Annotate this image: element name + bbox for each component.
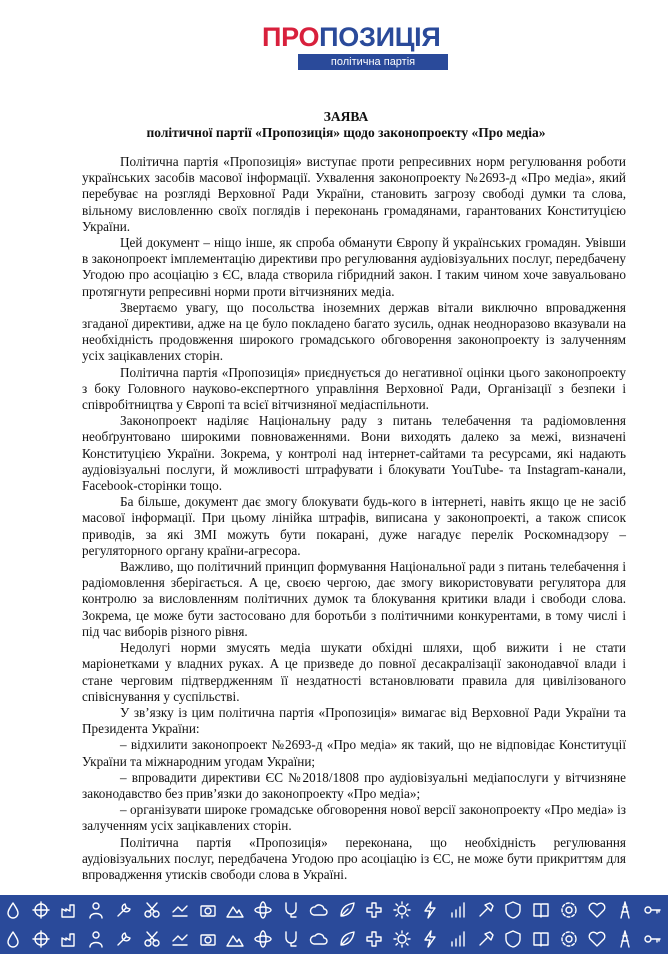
water-drop-icon [0,897,26,923]
document-subtitle: політичної партії «Пропозиція» щодо законопроекту «Про медіа» [146,125,546,140]
paragraph-3: Звертаємо увагу, що посольства іноземних держав вітали виключно впровадження згаданої директиви, адже на це було покладено багато зусиль, однак неодноразово вказували на необхідність продовження широкого громадського обговорення законопроекту із залученням усіх зацікавлених сторін. [82,299,626,364]
signal-icon [445,897,471,923]
paragraph-6: Ба більше, документ дає змогу блокувати будь-кого в інтернеті, навіть якщо це не засіб масової інформації. При цьому лінійка штрафів, виписана у законопроекті, а також список приводів, за які ЗМІ можуть бути покарані, дуже нагадує перелік Роскомнадзору – регуляторного органу країни-агресора. [82,494,626,558]
demand-item-2: – впровадити директиви ЄС №2018/1808 про аудіовізуальні медіапослуги у вітчизняне законодавство без прив’язки до законопроекту «Про медіа»; [82,769,626,801]
truck-icon [361,926,387,952]
paragraph-1: Політична партія «Пропозиція» виступає проти репресивних норм регулювання роботи українських засобів масової інформації. Ухвалення законопроекту №2693-д «Про медіа», який перебуває на розгляді Верховної Ради України, становить загрозу свободі думки та слова, вільному висловленню своїх поглядів і переконань громадянами, гарантованих Конституцією України. [82,154,626,234]
bolt-icon [473,926,499,952]
plane-icon [334,926,360,952]
people-icon [500,926,526,952]
camera-icon [195,897,221,923]
flag-icon [584,926,610,952]
footer-icon-row [0,926,668,952]
leaf-icon [334,897,360,923]
paragraph-4: Політична партія «Пропозиція» приєднується до негативної оцінки цього законопроекту з боку Головного науково-експертного управління Верховної Ради, Організації з безпеки і співробітництва у Європі та всієї вітчизняної медіаспільноти. [82,364,626,413]
paragraph-5: Законопроект наділяє Національну раду з питань телебачення та радіомовлення необґрунтовано широкими повноваженнями. Вони виходять далеко за межі, визначені Конституцією України. Зокрема, у контролі над інтернет-сайтами та ресурсами, які надають аудіовізуальні послуги, й можливості штрафувати і блокувати YouTube- та Instagram-канали, Facebook-сторінки тощо. [82,413,626,494]
logo-wordmark-blue: ПОЗИЦІЯ [319,22,441,52]
scissors-icon [139,897,165,923]
pill-icon [250,926,276,952]
mountain-icon [222,897,248,923]
demand-item-1: – відхилити законопроект №2693-д «Про медіа» як такий, що не відповідає Конституції України та міжнародним угодам України; [82,737,626,769]
paragraph-2: Цей документ – ніщо інше, як спроба обманути Європу й українських громадян. Увівши в законопроект імплементацію директиви про регулювання аудіовізуальних послуг, передбачену Угодою про асоціацію з ЄС, влада створила гібридний закон. І таким чином хоче завуальовано протягнути репресивні норми проти вітчизняних медіа. [82,235,626,299]
globe-icon [612,926,638,952]
paragraph-7: Важливо, що політичний принцип формування Національної ради з питань телебачення і радіомовлення зберігається. А це, своєю чергою, дає змогу використовувати регулятора для контролю за висловленням політичних думок та блокування критики влади і свободи слова. Зокрема, це може бути застосовано для боротьби з політичними конкурентами, в тому числі і під час виборів різного рівня. [82,559,626,639]
plug-icon [139,926,165,952]
heart-icon [584,897,610,923]
hammer-icon [473,897,499,923]
stethoscope-icon [278,897,304,923]
logo-subtitle: політична партія [298,54,448,70]
atom-icon [250,897,276,923]
hands-icon [167,897,193,923]
book-icon [528,897,554,923]
fish-icon [83,926,109,952]
palette-icon [278,926,304,952]
cross-icon [361,897,387,923]
cloud-icon [306,897,332,923]
footer-icon-banner [0,895,668,954]
house-icon [389,926,415,952]
wifi-icon [28,926,54,952]
gear-icon [556,897,582,923]
tree-icon [222,926,248,952]
document-body [82,154,626,883]
lock-icon [556,926,582,952]
tower-icon [612,897,638,923]
lightning-icon [417,897,443,923]
faucet-icon [0,926,26,952]
flask-icon [56,926,82,952]
footer-icon-row [0,897,668,923]
fork-knife-icon [417,926,443,952]
anchor-icon [528,926,554,952]
logo-wordmark-red: ПРО [262,22,320,52]
eu-flag-icon [306,926,332,952]
factory-icon [56,897,82,923]
wrench-icon [111,897,137,923]
key-icon [639,897,665,923]
demand-item-3: – організувати широке громадське обговорення нової версії законопроекту «Про медіа» із залученням усіх зацікавлених сторін. [82,802,626,834]
party-logo [262,22,448,72]
recycle-icon [195,926,221,952]
document-title: ЗАЯВА [323,109,369,124]
logo-wordmark [262,22,440,52]
compass-icon [28,897,54,923]
paragraph-8: Недолугі норми змусять медіа шукати обхідні шляхи, щоб вижити і не стати маріонетками у владних руках. А це призведе до повної десакралізації законодавчої влади і стане черговим підтвердженням її нездатності встановлювати правила для цивілізованого співіснування у суспільстві. [82,640,626,704]
mortarboard-icon [167,926,193,952]
paragraph-9: У зв’язку із цим політична партія «Пропозиція» вимагає від Верховної Ради України та Президента України: [82,704,626,737]
star-icon [639,926,665,952]
paragraph-closing: Політична партія «Пропозиція» переконана, що необхідність регулювання аудіовізуальних послуг, передбачена Угодою про асоціацію із ЄС, не може бути прикриттям для впровадження утисків свободи слова в Україні. [82,834,626,882]
building-icon [445,926,471,952]
person-icon [83,897,109,923]
tools-icon [111,926,137,952]
shield-icon [500,897,526,923]
sun-icon [389,897,415,923]
